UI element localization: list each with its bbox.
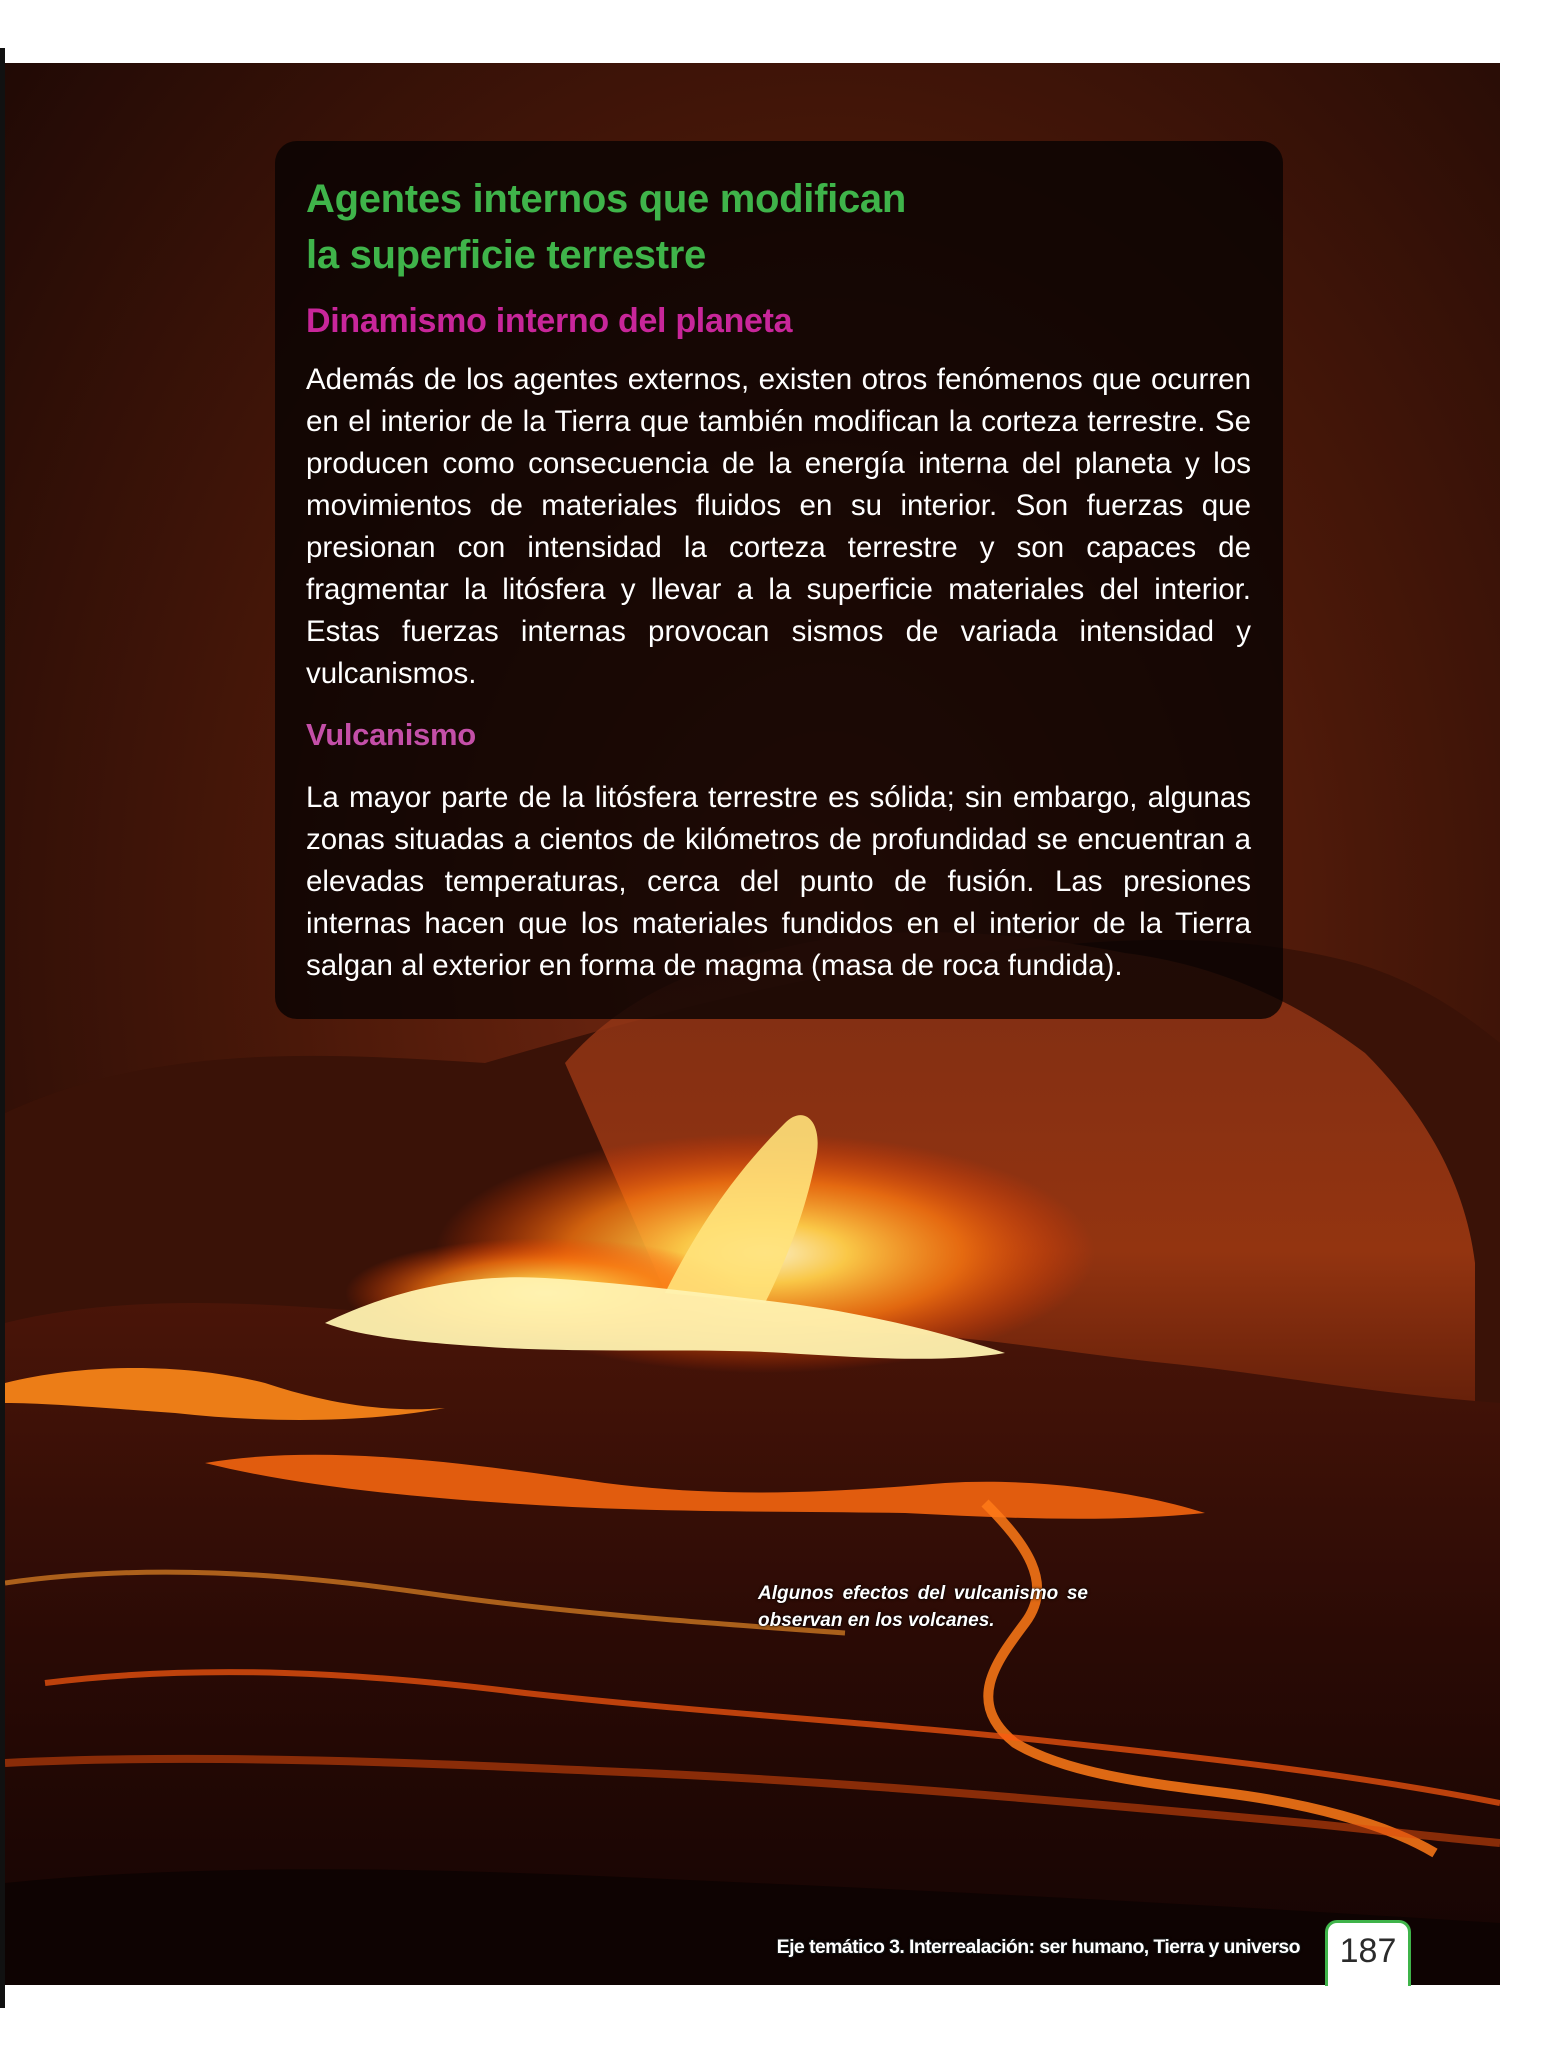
photo-caption: Algunos efectos del vulcanismo se observan en los volcanes.	[758, 1583, 1088, 1631]
page-title	[306, 171, 1251, 283]
page-number-tab	[1325, 1920, 1411, 1986]
article-text-box	[275, 141, 1283, 1019]
section-heading-dinamismo: Dinamismo interno del planeta	[306, 302, 793, 340]
section-body-vulcanismo: La mayor parte de la litósfera terrestre es sólida; sin embargo, algunas zonas situadas a cientos de kilómetros de profundidad se encuentran a elevadas temperaturas, cerca del punto de fusión. Las presiones internas hacen que los materiales fundidos en el interior de la Tierra salgan al exterior en forma de magma (masa de roca fundida).	[306, 781, 1251, 982]
section-heading-vulcanismo: Vulcanismo	[306, 717, 476, 752]
footer-axis-label: Eje temático 3. Interrealación: ser humano, Tierra y universo	[776, 1936, 1300, 1958]
title-line-1: Agentes internos que modifican	[306, 177, 906, 221]
title-line-2: la superficie terrestre	[306, 233, 706, 277]
page-number: 187	[1339, 1932, 1397, 1970]
section-body-dinamismo: Además de los agentes externos, existen otros fenómenos que ocurren en el interior de la Tierra que también modifican la corteza terrestre. Se producen como consecuencia de la energía interna del planeta y los movimientos de materiales fluidos en su interior. Son fuerzas que presionan con intensidad la corteza terrestre y son capaces de fragmentar la litósfera y llevar a la superficie materiales del interior. Estas fuerzas internas provocan sismos de variada intensidad y vulcanismos.	[306, 363, 1251, 690]
